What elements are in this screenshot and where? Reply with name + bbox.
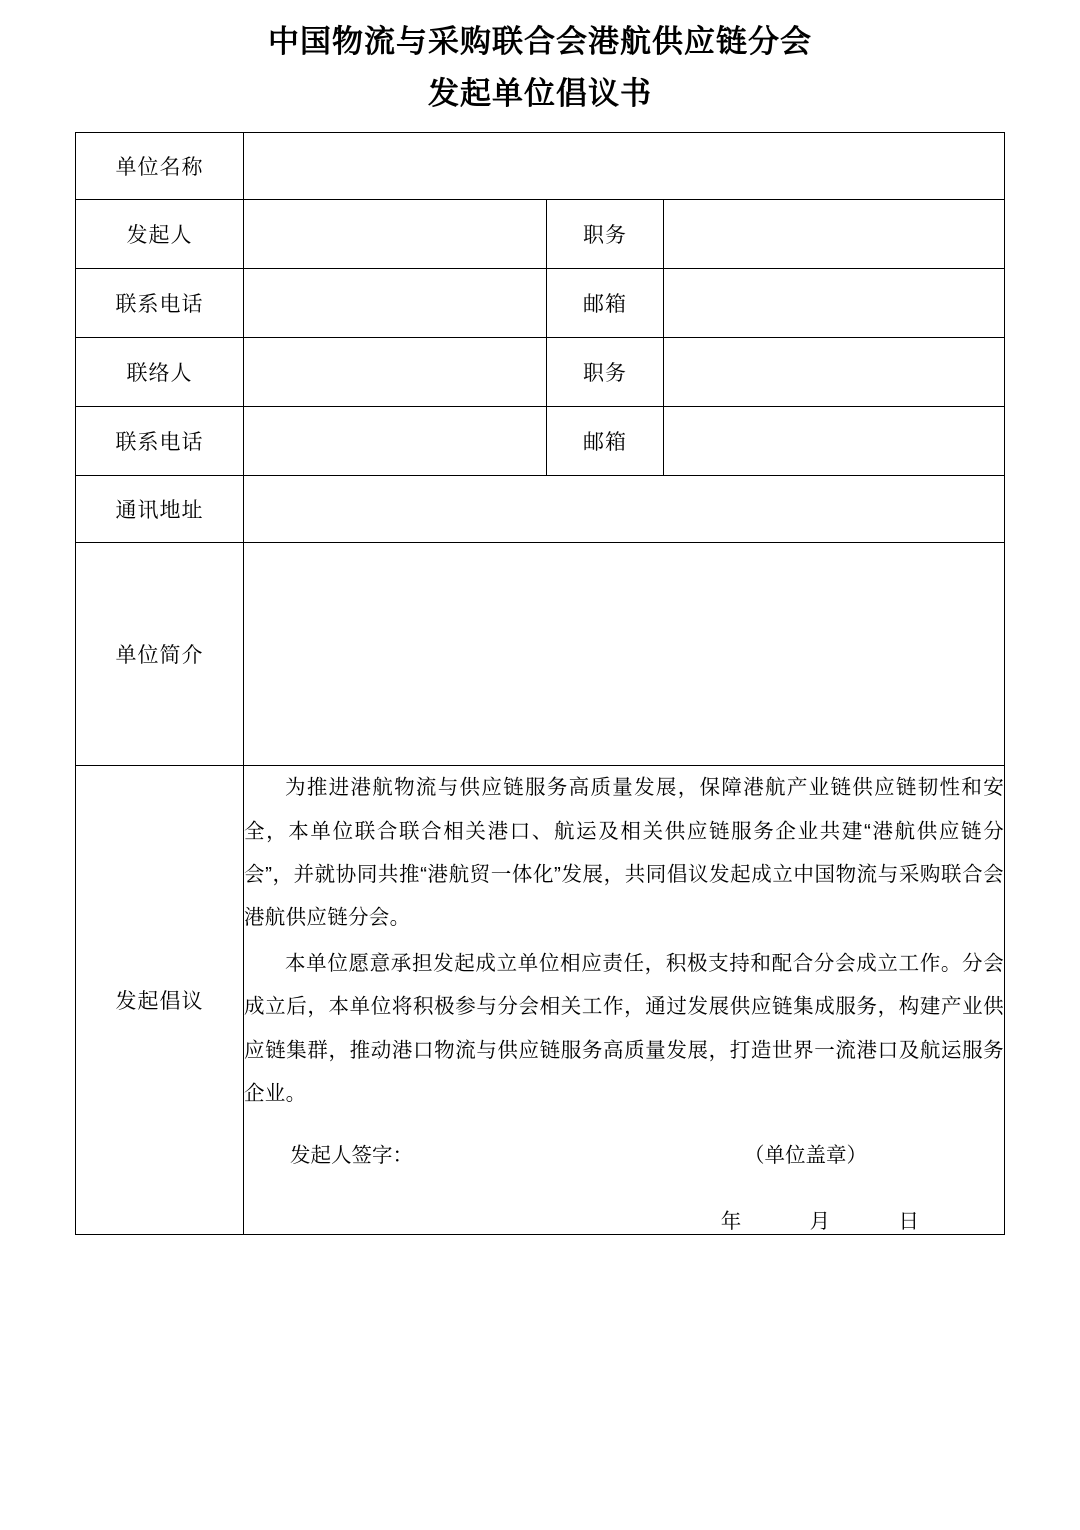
contact-email-label: 邮箱 [547, 407, 664, 476]
initiator-post-field[interactable] [664, 200, 1005, 269]
unit-name-label: 单位名称 [76, 133, 244, 200]
contact-field[interactable] [244, 338, 547, 407]
date-day-label: 日 [898, 1209, 920, 1233]
contact-label: 联络人 [76, 338, 244, 407]
initiator-phone-field[interactable] [244, 269, 547, 338]
initiator-email-field[interactable] [664, 269, 1005, 338]
contact-phone-label: 联系电话 [76, 407, 244, 476]
contact-post-label: 职务 [547, 338, 664, 407]
initiator-email-label: 邮箱 [547, 269, 664, 338]
date-year-label: 年 [720, 1209, 743, 1233]
table-row [76, 269, 1005, 338]
table-row [76, 543, 1005, 766]
address-field[interactable] [244, 476, 1005, 543]
table-row [76, 407, 1005, 476]
unit-intro-field[interactable] [244, 543, 1005, 766]
table-row [76, 476, 1005, 543]
seal-label: （单位盖章） [744, 1143, 867, 1167]
date-row [244, 1204, 1004, 1234]
initiator-phone-label: 联系电话 [76, 269, 244, 338]
unit-intro-label: 单位简介 [76, 543, 244, 766]
address-label: 通讯地址 [76, 476, 244, 543]
initiator-form-table [75, 132, 1005, 1235]
table-row [76, 766, 1005, 1235]
date-month-label: 月 [809, 1209, 832, 1233]
contact-post-field[interactable] [664, 338, 1005, 407]
contact-phone-field[interactable] [244, 407, 547, 476]
unit-name-field[interactable] [244, 133, 1005, 200]
initiator-post-label: 职务 [547, 200, 664, 269]
proposal-body [244, 766, 1005, 1235]
table-row [76, 133, 1005, 200]
proposal-paragraph-1: 为推进港航物流与供应链服务高质量发展，保障港航产业链供应链韧性和安全，本单位联合联合相关港口、航运及相关供应链服务企业共建“港航供应链分会”，并就协同共推“港航贸一体化”发展，共同倡议发起成立中国物流与采购联合会港航供应链分会。 [244, 776, 1004, 930]
proposal-label: 发起倡议 [76, 766, 244, 1235]
contact-email-field[interactable] [664, 407, 1005, 476]
table-row [76, 338, 1005, 407]
proposal-paragraph-2: 本单位愿意承担发起成立单位相应责任，积极支持和配合分会成立工作。分会成立后，本单位将积极参与分会相关工作，通过发展供应链集成服务，构建产业供应链集群，推动港口物流与供应链服务高质量发展，打造世界一流港口及航运服务企业。 [244, 951, 1004, 1106]
initiator-label: 发起人 [76, 200, 244, 269]
signature-label[interactable]: 发起人签字： [290, 1143, 413, 1167]
initiator-field[interactable] [244, 200, 547, 269]
table-row [76, 200, 1005, 269]
document-title-line-1: 中国物流与采购联合会港航供应链分会 [268, 24, 812, 59]
document-title-line-2: 发起单位倡议书 [428, 76, 652, 112]
signature-row [244, 1138, 1004, 1178]
